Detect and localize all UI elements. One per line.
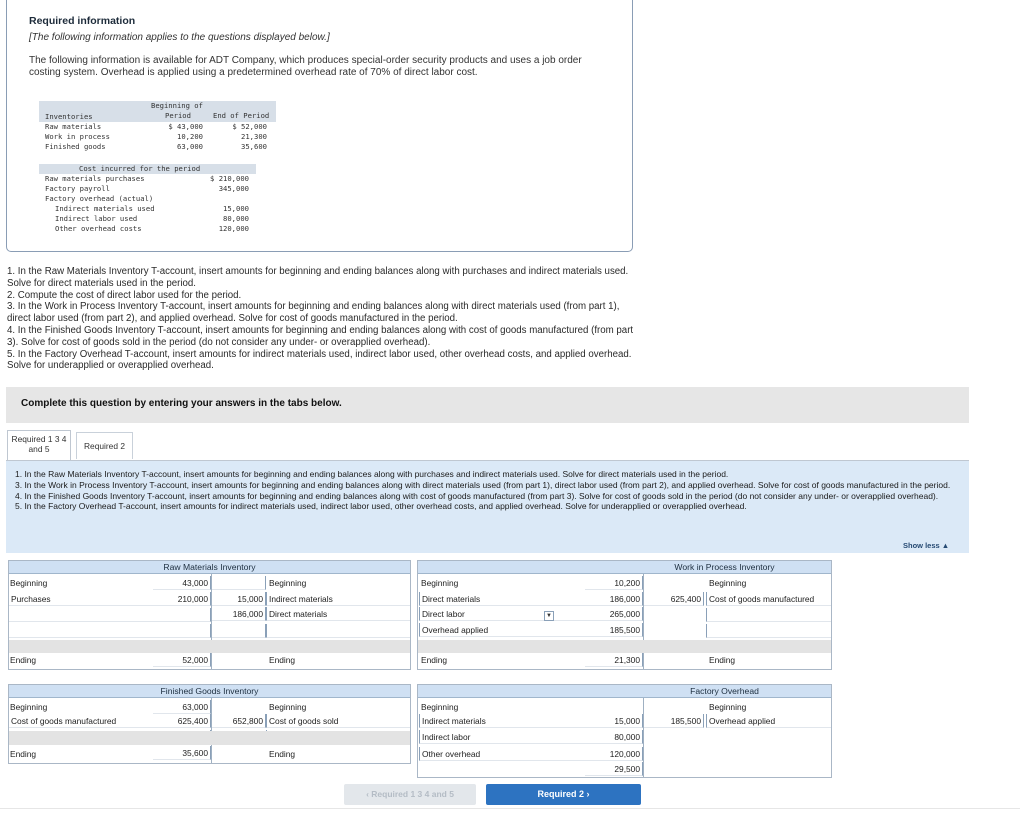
inv-row-label: Finished goods (45, 142, 106, 151)
inv-header-label: Inventories (45, 112, 93, 121)
panel-item: 3. In the Work in Process Inventory T-account, insert amounts for beginning and ending balances along with direct materials used (from part 1), direct labor used (from part 2), and applied overhead. Solve for cost of goods manufactured in the period. (15, 479, 951, 490)
next-button[interactable]: Required 2 › (486, 784, 641, 805)
cost-row-value: 80,000 (223, 214, 249, 223)
cost-row-label: Indirect labor used (55, 214, 138, 223)
fg-credit-label: Beginning (269, 702, 307, 712)
wip-ending-row-bg (417, 640, 832, 653)
inv-header-end: End of Period (213, 111, 270, 120)
wip-debit-amount[interactable]: 10,200 (585, 576, 643, 590)
instructions (7, 266, 637, 372)
wip-t-account (417, 560, 832, 670)
cost-row-label: Factory overhead (actual) (45, 194, 154, 203)
wip-debit-amount[interactable]: 185,500 (585, 623, 643, 637)
rm-debit-label[interactable] (8, 624, 153, 638)
fo-debit-label: Beginning (421, 702, 459, 712)
inv-row-end: $ 52,000 (232, 122, 267, 131)
t-account-divider (643, 574, 644, 670)
wip-credit-label[interactable] (706, 624, 831, 638)
rm-debit-amount[interactable]: 43,000 (153, 576, 211, 590)
complete-text: Complete this question by entering your answers in the tabs below. (21, 398, 342, 409)
inv-row-beginning: 63,000 (177, 142, 203, 151)
rm-credit-label[interactable] (266, 624, 411, 638)
fg-ending-right-label: Ending (269, 749, 296, 759)
fo-credit-amount[interactable]: 185,500 (644, 714, 704, 728)
wip-credit-label[interactable] (706, 608, 831, 622)
wip-ending-label: Ending (421, 655, 448, 665)
t-account-title: Factory Overhead (417, 684, 832, 698)
t-account-divider (643, 698, 644, 778)
cost-row-value: $ 210,000 (210, 174, 249, 183)
inv-header-beginning-1: Beginning of (151, 101, 203, 110)
cost-row-value: 345,000 (218, 184, 249, 193)
fo-debit-amount[interactable]: 80,000 (585, 730, 643, 744)
fg-debit-label[interactable]: Cost of goods manufactured (8, 714, 153, 728)
cost-table (39, 164, 256, 236)
rm-credit-label: Beginning (269, 578, 307, 588)
dropdown-caret-icon[interactable]: ▼ (544, 611, 554, 621)
rm-credit-label[interactable]: Indirect materials (266, 592, 411, 606)
t-account-title: Work in Process Inventory (417, 560, 832, 574)
info-paragraph: The following information is available for ADT Company, which produces special-order security products and uses a job order costing system. Overhead is applied using a predetermined overhead rate of 70% of direct labor cost. (29, 55, 582, 78)
inv-row-end: 21,300 (241, 132, 267, 141)
complete-bar (6, 387, 969, 423)
wip-debit-label[interactable]: Overhead applied (419, 623, 585, 637)
wip-debit-label[interactable]: Direct labor (419, 607, 585, 621)
info-title: Required information (29, 15, 136, 27)
footer-divider (0, 808, 1020, 809)
inv-row-beginning: 10,200 (177, 132, 203, 141)
cost-row-label: Raw materials purchases (45, 174, 145, 183)
wip-credit-amount[interactable]: 625,400 (644, 592, 704, 606)
fo-credit-label[interactable]: Overhead applied (706, 714, 831, 728)
rm-ending-row-bg (8, 640, 411, 653)
cost-row-value: 120,000 (218, 224, 249, 233)
finished-goods-t-account (8, 684, 411, 764)
wip-debit-amount[interactable]: 186,000 (585, 592, 643, 606)
inv-row-label: Work in process (45, 132, 110, 141)
fg-debit-label: Beginning (10, 702, 48, 712)
instruction-item: 1. In the Raw Materials Inventory T-account, insert amounts for beginning and ending balances along with purchases and indirect materials used. Solve for direct materials used in the period. (7, 266, 629, 289)
rm-ending-label: Ending (10, 655, 37, 665)
instruction-item: 5. In the Factory Overhead T-account, insert amounts for indirect materials used, indirect labor used, other overhead costs, and applied overhead. Solve for underapplied or overapplied overhead. (7, 348, 632, 372)
inv-row-end: 35,600 (241, 142, 267, 151)
wip-credit-label: Beginning (709, 578, 747, 588)
rm-debit-amount[interactable]: 210,000 (153, 592, 211, 606)
fg-credit-label[interactable]: Cost of goods sold (266, 714, 411, 728)
fg-ending-amount[interactable]: 35,600 (153, 746, 211, 760)
cost-row-label: Factory payroll (45, 184, 110, 193)
fg-credit-amount[interactable]: 652,800 (212, 714, 266, 728)
rm-debit-label[interactable]: Purchases (8, 592, 153, 606)
inventory-table (39, 101, 276, 155)
wip-ending-amount[interactable]: 21,300 (585, 653, 643, 667)
tab-label: Required 2 (84, 441, 125, 451)
fg-ending-row-bg (8, 731, 411, 745)
show-less-link[interactable]: Show less ▲ (903, 541, 950, 550)
fg-debit-amount[interactable]: 625,400 (153, 714, 211, 728)
panel-item: 5. In the Factory Overhead T-account, insert amounts for indirect materials used, indirect labor used, other overhead costs, and applied overhead. Solve for underapplied or overapplied overhead. (15, 501, 747, 512)
fo-debit-amount[interactable]: 120,000 (585, 747, 643, 761)
rm-ending-amount[interactable]: 52,000 (153, 653, 211, 667)
rm-debit-label[interactable] (8, 608, 153, 622)
rm-credit-label[interactable]: Direct materials (266, 607, 411, 621)
rm-debit-amount[interactable] (153, 608, 211, 622)
info-note: [The following information applies to the questions displayed below.] (29, 32, 330, 43)
rm-debit-amount[interactable] (153, 624, 211, 638)
wip-debit-label: Beginning (421, 578, 459, 588)
rm-credit-amount[interactable] (212, 576, 266, 590)
cost-header-label: Cost incurred for the period (79, 164, 201, 173)
rm-credit-amount[interactable] (212, 624, 266, 638)
inv-row-beginning: $ 43,000 (168, 122, 203, 131)
t-account-title: Finished Goods Inventory (8, 684, 411, 698)
t-account-title: Raw Materials Inventory (8, 560, 411, 574)
rm-ending-right-label: Ending (269, 655, 296, 665)
cost-row-label: Indirect materials used (55, 204, 155, 213)
inv-header-beginning-2: Period (165, 111, 191, 120)
tab-label-line2: and 5 (28, 444, 50, 454)
fg-ending-label: Ending (10, 749, 37, 759)
rm-credit-amount[interactable]: 15,000 (212, 592, 266, 606)
fg-debit-amount[interactable]: 63,000 (153, 700, 211, 714)
wip-ending-right-label: Ending (709, 655, 736, 665)
question-panel (6, 460, 969, 553)
tab-required-1-3-4-5[interactable] (7, 430, 71, 461)
inv-row-label: Raw materials (45, 122, 102, 131)
fo-debit-label[interactable]: Indirect labor (419, 730, 585, 744)
instruction-item: 3. In the Work in Process Inventory T-account, insert amounts for beginning and ending balances along with direct materials used (from part 1), direct labor used (from part 2), and applied overhead. Solve for cost of goods manufactured in the period. (7, 301, 620, 325)
wip-debit-amount[interactable]: 265,000 (585, 607, 643, 621)
rm-credit-amount[interactable]: 186,000 (212, 607, 266, 621)
rm-debit-label: Beginning (10, 578, 48, 588)
cost-row-value: 15,000 (223, 204, 249, 213)
fo-credit-label: Beginning (709, 702, 747, 712)
prev-button[interactable]: ‹ Required 1 3 4 and 5 (344, 784, 476, 805)
panel-text (15, 469, 965, 512)
tab-label-line1: Required 1 3 4 (11, 434, 67, 444)
instruction-item: 4. In the Finished Goods Inventory T-account, insert amounts for beginning and ending balances along with cost of goods manufactured (from part 3). Solve for cost of goods sold in the period (do not consider any under- or overapplied overhead). (7, 324, 634, 348)
fo-debit-label[interactable]: Indirect materials (419, 714, 585, 728)
wip-credit-label[interactable]: Cost of goods manufactured (706, 592, 831, 606)
fo-debit-amount[interactable]: 15,000 (585, 714, 643, 728)
factory-overhead-t-account (417, 684, 832, 778)
panel-item: 1. In the Raw Materials Inventory T-account, insert amounts for beginning and ending balances along with purchases and indirect materials used. Solve for direct materials used in the period. (15, 469, 729, 479)
tab-required-2[interactable] (76, 432, 133, 459)
fo-debit-label[interactable]: Other overhead (419, 747, 585, 761)
panel-item: 4. In the Finished Goods Inventory T-account, insert amounts for beginning and ending balances along with cost of goods manufactured (from part 3). Solve for cost of goods sold in the period (do not consider any under- or overapplied overhead). (15, 490, 939, 501)
instruction-item: 2. Compute the cost of direct labor used for the period. (7, 289, 242, 301)
raw-materials-t-account (8, 560, 411, 670)
cost-row-label: Other overhead costs (55, 224, 142, 233)
wip-debit-label[interactable]: Direct materials (419, 592, 585, 606)
fo-balance-amount[interactable]: 29,500 (585, 762, 643, 776)
